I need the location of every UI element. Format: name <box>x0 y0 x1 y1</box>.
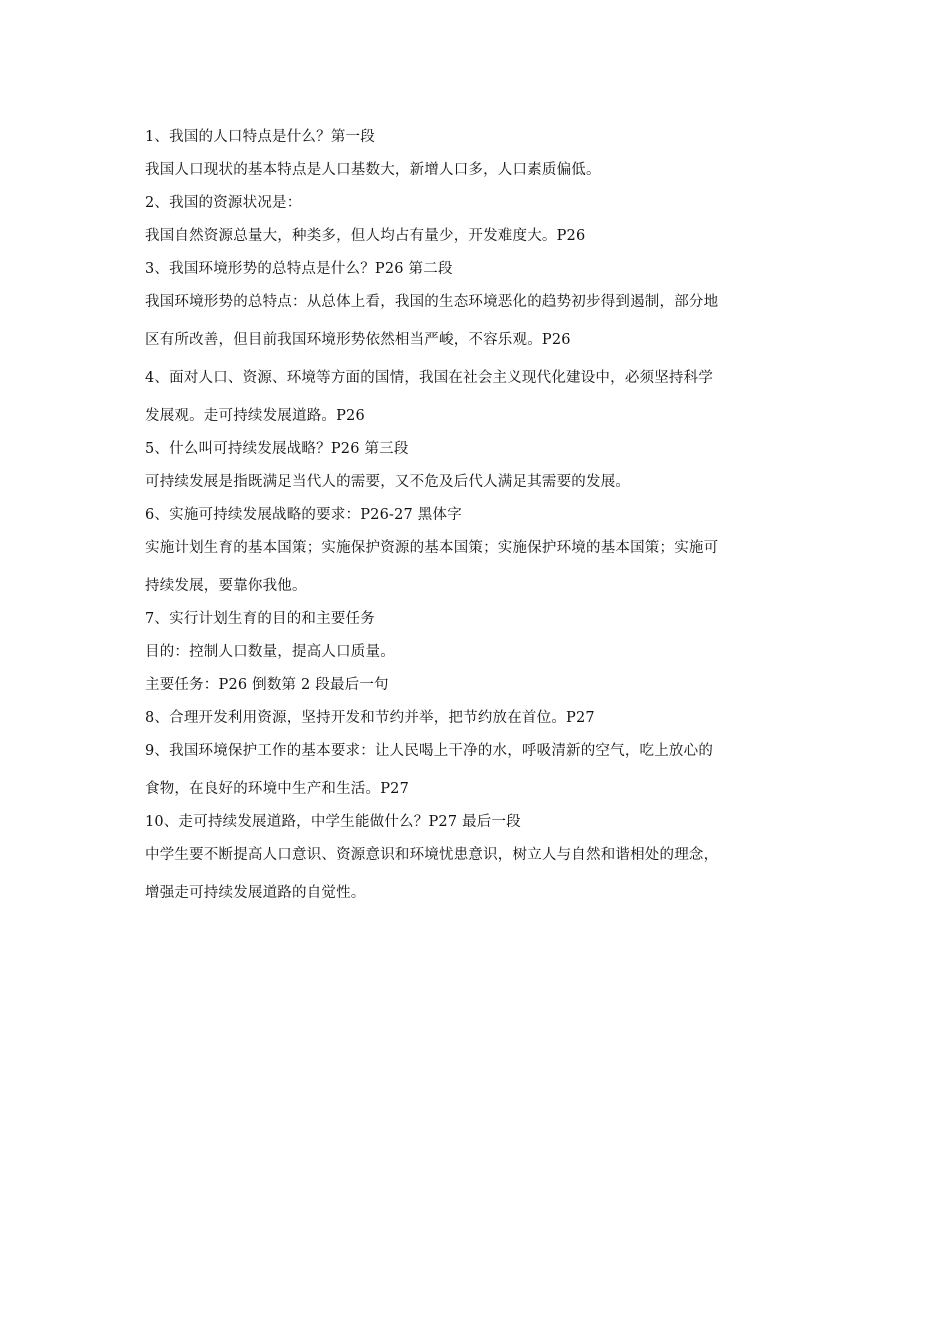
question-1: 1、我国的人口特点是什么？第一段 <box>145 129 375 145</box>
answer-6-line-2: 持续发展，要靠你我他。 <box>145 578 307 594</box>
question-7: 7、实行计划生育的目的和主要任务 <box>145 611 375 627</box>
question-4-line-1: 4、面对人口、资源、环境等方面的国情，我国在社会主义现代化建设中，必须坚持科学 <box>145 370 714 386</box>
question-5: 5、什么叫可持续发展战略？P26 第三段 <box>145 441 409 457</box>
question-3: 3、我国环境形势的总特点是什么？P26 第二段 <box>145 261 453 277</box>
point-9-line-2: 食物，在良好的环境中生产和生活。P27 <box>145 781 410 797</box>
answer-2: 我国自然资源总量大，种类多，但人均占有量少，开发难度大。P26 <box>145 228 586 244</box>
point-9-line-1: 9、我国环境保护工作的基本要求：让人民喝上干净的水，呼吸清新的空气，吃上放心的 <box>145 743 714 759</box>
question-10: 10、走可持续发展道路，中学生能做什么？P27 最后一段 <box>145 814 521 830</box>
question-4-line-2: 发展观。走可持续发展道路。P26 <box>145 408 365 424</box>
answer-3-line-1: 我国环境形势的总特点：从总体上看，我国的生态环境恶化的趋势初步得到遏制，部分地 <box>145 294 719 310</box>
answer-1: 我国人口现状的基本特点是人口基数大，新增人口多，人口素质偏低。 <box>145 162 601 178</box>
question-2: 2、我国的资源状况是： <box>145 195 302 211</box>
answer-7-tasks: 主要任务：P26 倒数第 2 段最后一句 <box>145 677 389 693</box>
answer-10-line-2: 增强走可持续发展道路的自觉性。 <box>145 885 366 901</box>
answer-6-line-1: 实施计划生育的基本国策；实施保护资源的基本国策；实施保护环境的基本国策；实施可 <box>145 540 719 556</box>
point-8: 8、合理开发利用资源，坚持开发和节约并举，把节约放在首位。P27 <box>145 710 595 726</box>
answer-3-line-2: 区有所改善，但目前我国环境形势依然相当严峻，不容乐观。P26 <box>145 332 571 348</box>
question-6: 6、实施可持续发展战略的要求：P26-27 黑体字 <box>145 507 462 523</box>
document-body <box>145 122 825 903</box>
answer-10-line-1: 中学生要不断提高人口意识、资源意识和环境忧患意识，树立人与自然和谐相处的理念， <box>145 847 719 863</box>
answer-5: 可持续发展是指既满足当代人的需要，又不危及后代人满足其需要的发展。 <box>145 474 631 490</box>
answer-7-purpose: 目的：控制人口数量，提高人口质量。 <box>145 644 395 660</box>
